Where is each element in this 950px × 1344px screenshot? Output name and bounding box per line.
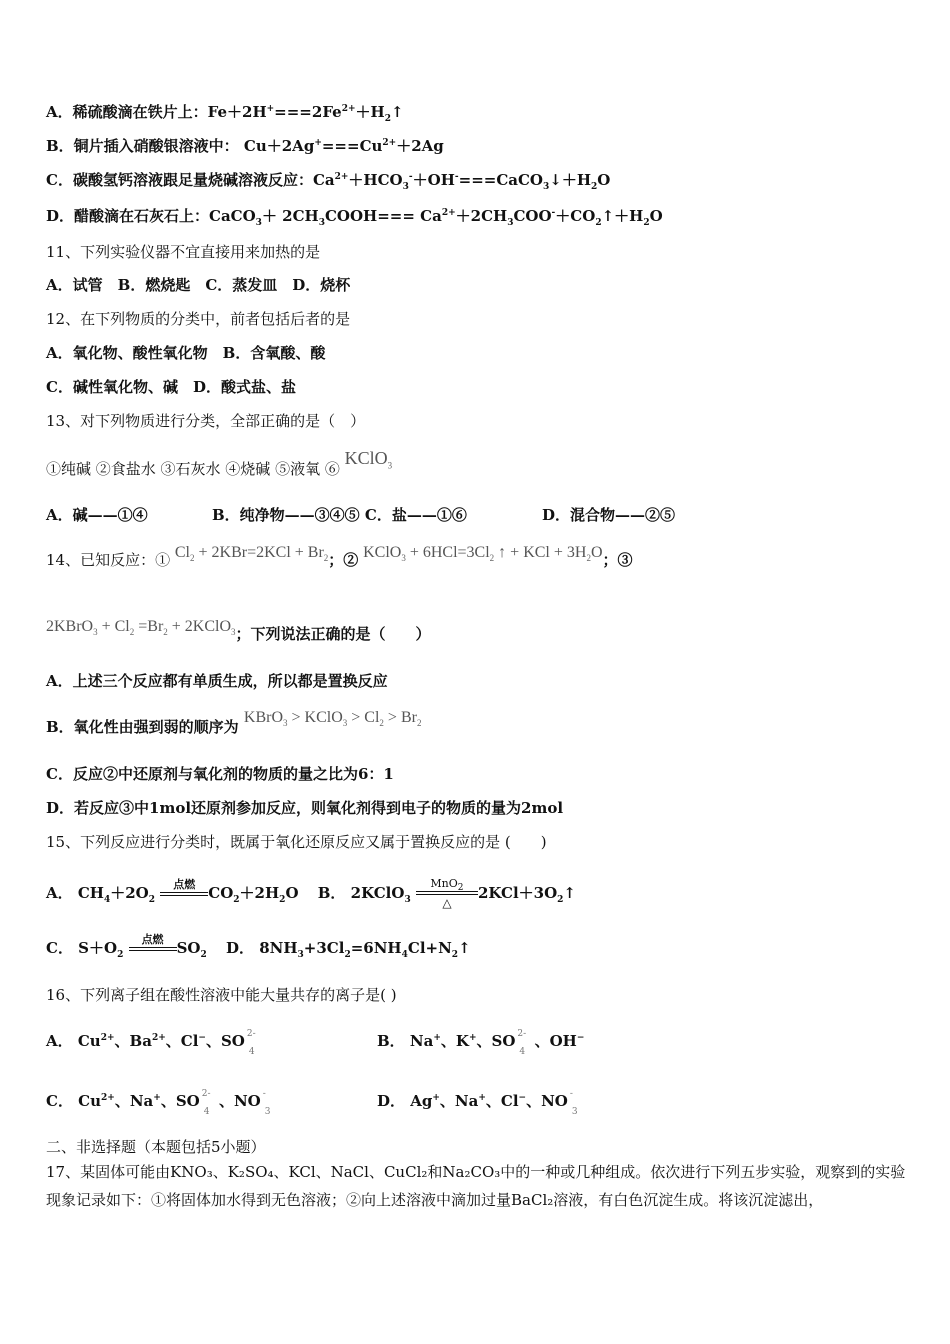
- kclo3-formula: KClO$_3$: [344, 448, 393, 471]
- q15-option-b: B． 2KClO$_3$ MnO$_2$ △ $2KCl+3O_2↑$: [317, 877, 576, 910]
- q16-option-c: C． $Cu^{2+}$、Na+、SO 2- 4 、NO - 3: [46, 1089, 271, 1117]
- q16-options-cd: [46, 1089, 906, 1117]
- q13-option-bc: B．纯净物——③④⑤ C．盐——①⑥: [212, 506, 467, 524]
- q13-options: [46, 505, 676, 525]
- q15-option-c: C． $S+O_2$ 点燃 $SO_2$: [46, 933, 207, 960]
- q11-stem: 11、下列实验仪器不宜直接用来加热的是: [46, 243, 321, 261]
- section-heading: 二、非选择题（本题包括5小题）: [46, 1138, 266, 1156]
- catalyst-heat-condition: MnO$_2$ △: [416, 878, 478, 910]
- reaction-3: 2KBrO$_3$ + $Cl_2 =Br_2$ + 2KClO$_3$: [46, 618, 236, 638]
- q10-option-c: C．碳酸氢钙溶液跟足量烧碱溶液反应：$Ca^{2+}+HCO_3^-+OH^-===CaCO_3↓+H_2O$: [46, 171, 611, 192]
- q14-option-b: B．氧化性由强到弱的顺序为 KBrO$_3$ > KClO$_3$ > $Cl_2 > Br_2$: [46, 709, 422, 736]
- q12-options-ab: A．氧化物、酸性氧化物 B．含氧酸、酸: [46, 344, 326, 362]
- ignite-condition-2: 点燃: [129, 934, 177, 952]
- q14-option-a: A．上述三个反应都有单质生成，所以都是置换反应: [46, 672, 388, 690]
- q13-items: ①纯碱 ②食盐水 ③石灰水 ④烧碱 ⑤液氧 ⑥ KClO$_3$: [46, 448, 393, 478]
- q15-option-a: A． $CH_4+2O_2$ 点燃 $CO_2+2H_2O$: [46, 878, 299, 905]
- q15-options-cd: [46, 933, 471, 960]
- reaction-1: $Cl_2 + 2KBr=2KCl + Br_2$: [174, 544, 329, 564]
- q10-option-b: B．铜片插入硝酸银溶液中： $Cu+2Ag^+===Cu^{2+}+2Ag$: [46, 137, 444, 155]
- q14-stem: 14、已知反应：① $Cl_2 + 2KBr=2KCl + Br_2$；② KClO$_3$ + $6HCl=3Cl_2$ ↑ + KCl + $3H_2O$；③: [46, 544, 633, 569]
- q11-options: A．试管 B．燃烧匙 C．蒸发皿 D．烧杯: [46, 276, 351, 294]
- q13-option-d: D．混合物——②⑤: [542, 506, 676, 524]
- q16-option-a: A． $Cu^{2+}$、$Ba^{2+}$、Cl−、SO 2- 4: [46, 1029, 256, 1057]
- q17-stem: 17、某固体可能由KNO₃、K₂SO₄、KCl、NaCl、CuCl₂和Na₂CO₃中的一种或几种组成。依次进行下列五步实验，观察到的实验现象记录如下：①将固体加水得到无色溶液；②向上述溶液中滴加过量BaCl₂溶液，有白色沉淀生成。将该沉淀滤出，: [46, 1163, 906, 1209]
- q15-options-ab: [46, 878, 576, 910]
- oxidizing-order-formula: KBrO$_3$ > KClO$_3$ > $Cl_2 > Br_2$: [243, 709, 422, 729]
- q16-options-ab: [46, 1029, 906, 1057]
- q15-stem: 15、下列反应进行分类时，既属于氧化还原反应又属于置换反应的是 ( ): [46, 833, 547, 851]
- q12-stem: 12、在下列物质的分类中，前者包括后者的是: [46, 310, 351, 328]
- q16-option-d: D． Ag+、Na+、Cl−、NO - 3: [377, 1089, 578, 1117]
- q12-options-cd: C．碱性氧化物、碱 D．酸式盐、盐: [46, 378, 296, 396]
- q13-stem: 13、对下列物质进行分类，全部正确的是（ ）: [46, 412, 366, 430]
- q13-option-a: A．碱——①④: [46, 506, 148, 524]
- q10-option-a: A．稀硫酸滴在铁片上：$Fe+2H^+===2Fe^{2+}+H_2↑$: [46, 103, 404, 124]
- q14-option-d: D．若反应③中1mol还原剂参加反应，则氧化剂得到电子的物质的量为2mol: [46, 799, 564, 817]
- q16-stem: 16、下列离子组在酸性溶液中能大量共存的离子是( ): [46, 986, 397, 1004]
- q14-reaction-3-line: 2KBrO$_3$ + $Cl_2 =Br_2$ + 2KClO$_3$；下列说法正确的是（ ）: [46, 618, 431, 643]
- q15-option-d: D． $8NH_3+3Cl_2=6NH_4Cl+N_2↑$: [225, 939, 471, 960]
- q10-option-d: D．醋酸滴在石灰石上：CaCO$_3$＋ $2CH_3COOH===$ $Ca^{2+}+2CH_3COO^-+CO_2↑+H_2O$: [46, 207, 663, 228]
- q16-option-b: B． Na+、K+、SO 2- 4 、OH−: [377, 1029, 585, 1057]
- reaction-2: KClO$_3$ + $6HCl=3Cl_2$ ↑ + KCl + $3H_2O$: [363, 544, 603, 564]
- ignite-condition: 点燃: [160, 879, 208, 897]
- q14-option-c: C．反应②中还原剂与氧化剂的物质的量之比为6：1: [46, 765, 394, 783]
